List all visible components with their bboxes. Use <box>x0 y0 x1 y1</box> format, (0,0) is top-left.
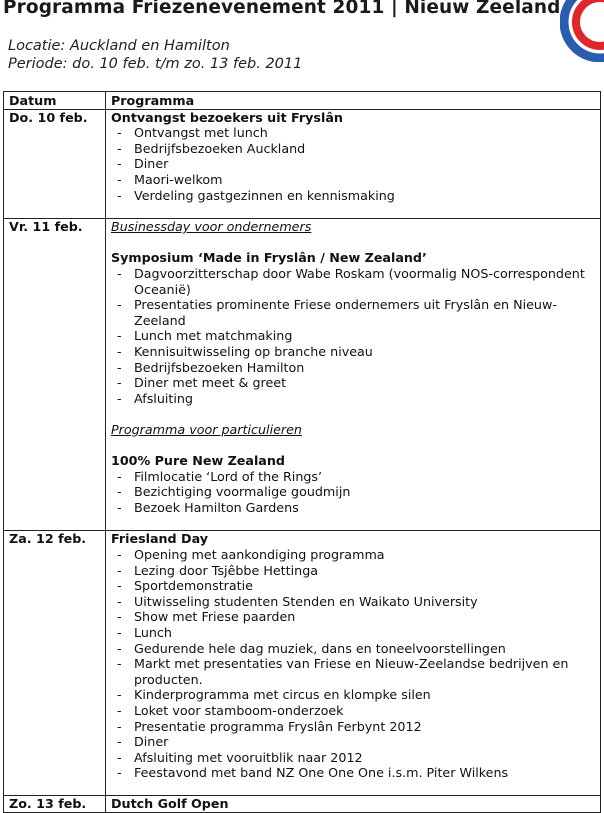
section-title: Dutch Golf Open <box>111 795 229 811</box>
list-item: - Maori-welkom <box>111 172 596 188</box>
date-cell: Vr. 11 feb. <box>4 219 106 531</box>
page-title: Programma Friezenevenement 2011 | Nieuw Zeeland <box>3 0 561 18</box>
list-item: - Uitwisseling studenten Stenden en Waikato University <box>111 594 596 610</box>
list-item: - Filmlocatie ‘Lord of the Rings’ <box>111 469 596 485</box>
list-item: - Bezoek Hamilton Gardens <box>111 500 596 516</box>
list-item: - Diner <box>111 734 596 750</box>
section-title: 100% Pure New Zealand <box>111 453 285 469</box>
event-period: Periode: do. 10 feb. t/m zo. 13 feb. 2011 <box>8 56 303 72</box>
event-location: Locatie: Auckland en Hamilton <box>8 38 230 54</box>
list-item: - Diner <box>111 156 596 172</box>
date-cell: Zo. 13 feb. <box>4 795 106 812</box>
header-program: Programma <box>106 92 601 110</box>
list-item: - Lunch <box>111 625 596 641</box>
table-header-row <box>4 92 601 110</box>
day-row-friday <box>4 219 601 531</box>
program-cell <box>106 795 601 812</box>
program-cell <box>106 219 601 531</box>
logo-red-arc <box>576 0 604 46</box>
list-item: - Show met Friese paarden <box>111 609 596 625</box>
program-list <box>111 469 596 516</box>
list-item: - Loket voor stamboom-onderzoek <box>111 703 596 719</box>
section-title: Friesland Day <box>111 531 209 547</box>
day-row-thursday <box>4 109 601 219</box>
list-item: - Kinderprogramma met circus en klompke silen <box>111 687 596 703</box>
list-item: - Diner met meet & greet <box>111 375 596 391</box>
date-cell: Do. 10 feb. <box>4 109 106 219</box>
list-item: - Presentaties prominente Friese ondernemers uit Fryslân en Nieuw-Zeeland <box>111 297 596 328</box>
list-item: - Lezing door Tsjêbbe Hettinga <box>111 563 596 579</box>
event-meta <box>8 37 302 73</box>
list-item: - Bezichtiging voormalige goudmijn <box>111 484 596 500</box>
program-list <box>111 547 596 781</box>
list-item: - Kennisuitwisseling op branche niveau <box>111 344 596 360</box>
section-title: Ontvangst bezoekers uit Fryslân <box>111 109 343 125</box>
list-item: - Lunch met matchmaking <box>111 328 596 344</box>
list-item: - Dagvoorzitterschap door Wabe Roskam (voormalig NOS-correspondent Oceanië) <box>111 266 596 297</box>
subsection-title: Businessday voor ondernemers <box>111 219 312 235</box>
date-cell: Za. 12 feb. <box>4 531 106 796</box>
list-item: - Opening met aankondiging programma <box>111 547 596 563</box>
list-item: - Markt met presentaties van Friese en Nieuw-Zeelandse bedrijven en producten. <box>111 656 596 687</box>
day-row-saturday <box>4 531 601 796</box>
program-table <box>3 91 601 813</box>
program-cell <box>106 531 601 796</box>
list-item: - Afsluiting met vooruitblik naar 2012 <box>111 750 596 766</box>
day-row-sunday <box>4 795 601 812</box>
subsection-title: Programma voor particulieren <box>111 421 302 437</box>
list-item: - Ontvangst met lunch <box>111 125 596 141</box>
list-item: - Sportdemonstratie <box>111 578 596 594</box>
event-logo <box>560 0 604 62</box>
program-list <box>111 266 596 406</box>
list-item: - Gedurende hele dag muziek, dans en toneelvoorstellingen <box>111 641 596 657</box>
program-cell <box>106 109 601 219</box>
list-item: - Verdeling gastgezinnen en kennismaking <box>111 188 596 204</box>
program-list <box>111 125 596 203</box>
list-item: - Afsluiting <box>111 391 596 407</box>
list-item: - Feestavond met band NZ One One One i.s.m. Piter Wilkens <box>111 765 596 781</box>
section-title: Symposium ‘Made in Fryslân / New Zealand’ <box>111 250 427 266</box>
list-item: - Bedrijfsbezoeken Auckland <box>111 141 596 157</box>
header-date: Datum <box>4 92 106 110</box>
list-item: - Presentatie programma Fryslân Ferbynt 2012 <box>111 719 596 735</box>
list-item: - Bedrijfsbezoeken Hamilton <box>111 360 596 376</box>
